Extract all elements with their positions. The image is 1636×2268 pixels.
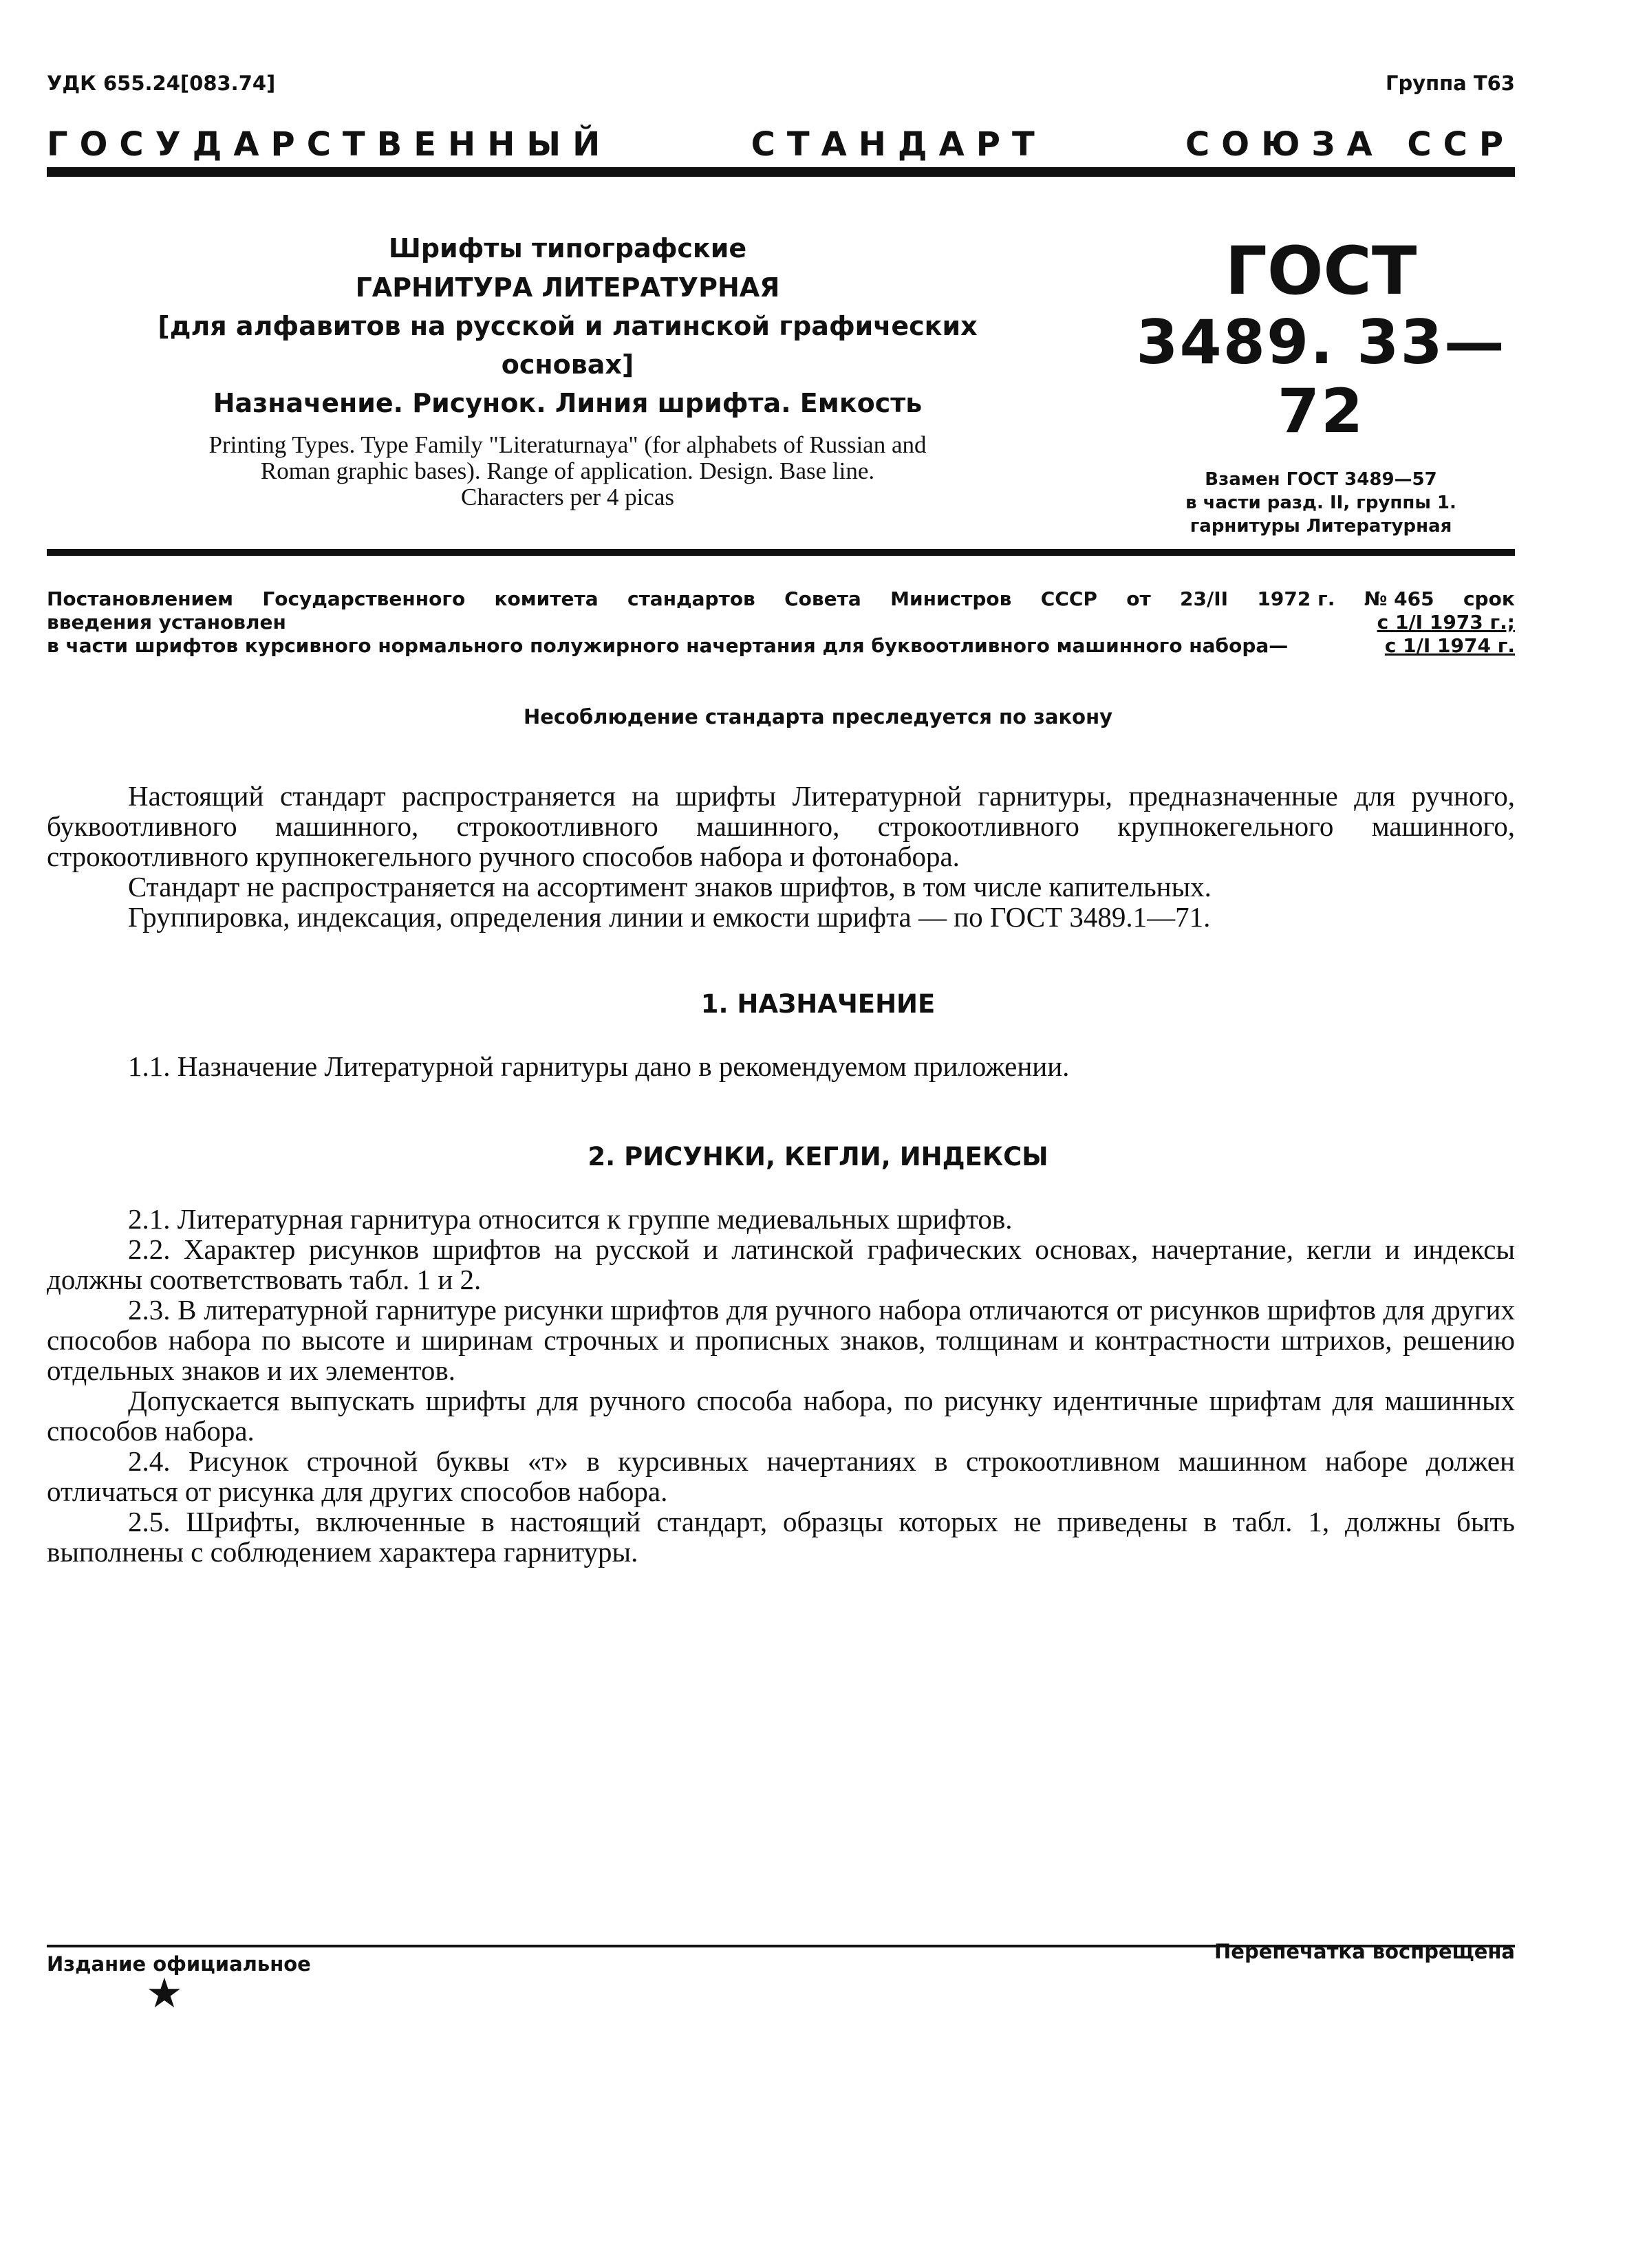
decree-word: Совета — [784, 587, 861, 610]
reprint-prohibited-label: Перепечатка воспрещена — [1214, 1940, 1515, 1963]
decree-line-3 — [47, 634, 1515, 658]
section-2-paragraph: 2.4. Рисунок строчной буквы «т» в курсивных начертаниях в строкоотливном машинном наборе должен отличаться от рисунка для других способов набора. — [47, 1445, 1515, 1507]
intro-paragraph: Стандарт не распространяется на ассортимент знаков шрифтов, в том числе капительных. — [128, 871, 1212, 903]
banner-word-state: ГОСУДАРСТВЕННЫЙ — [47, 125, 612, 164]
law-notice: Несоблюдение стандарта преследуется по закону — [523, 705, 1113, 728]
decree-line-1 — [47, 587, 1515, 611]
section-1-text — [47, 1051, 1515, 1081]
decree-word: Министров — [890, 587, 1012, 610]
english-title-line-1: Printing Types. Type Family "Literaturnaya" (for alphabets of Russian and — [208, 431, 927, 458]
section-1-heading: 1. НАЗНАЧЕНИЕ — [700, 989, 936, 1019]
english-title-line-3: Characters per 4 picas — [461, 484, 674, 510]
title-line-3: [для алфавитов на русской и латинской графических основах] — [158, 311, 978, 380]
top-rule — [47, 167, 1515, 177]
decree-word: от — [1126, 587, 1151, 610]
intro-paragraph: Группировка, индексация, определения линии и емкости шрифта — по ГОСТ 3489.1—71. — [128, 901, 1211, 933]
section-2-heading: 2. РИСУНКИ, КЕГЛИ, ИНДЕКСЫ — [588, 1142, 1048, 1171]
udk-code: УДК 655.24[083.74] — [47, 72, 276, 95]
intro-text — [47, 781, 1515, 932]
effective-date-1973: с 1/I 1973 г.; — [1377, 611, 1515, 634]
section-2-paragraph: 2.3. В литературной гарнитуре рисунки шрифтов для ручного набора отличаются от рисунков шрифтов для других способов набора по высоте и ширинам строчных и прописных знаков, толщинам и контрастности штрихов, решению отдельных знаков и их элементов. — [47, 1294, 1515, 1386]
title-line-2: ГАРНИТУРА ЛИТЕРАТУРНАЯ — [355, 272, 780, 303]
decree-line-2 — [47, 611, 1515, 634]
decree-word: Государственного — [262, 587, 466, 610]
state-standard-banner — [47, 125, 1515, 164]
section-1-paragraph: 1.1. Назначение Литературной гарнитуры дано в рекомендуемом приложении. — [128, 1050, 1070, 1082]
english-title — [103, 432, 1032, 510]
replaces-line-3: гарнитуры Литературная — [1190, 516, 1452, 537]
decree-word: 23/II — [1180, 587, 1229, 610]
decree-word: Постановлением — [47, 587, 234, 610]
section-2-paragraph: 2.2. Характер рисунков шрифтов на русской и латинской графических основах, начертание, кегли и индексы должны соответствовать табл. 1 и 2. — [47, 1233, 1515, 1295]
section-2-paragraph: 2.1. Литературная гарнитура относится к группе медиевальных шрифтов. — [128, 1203, 1013, 1235]
replaces-line-2: в части разд. II, группы 1. — [1185, 493, 1456, 513]
decree-block — [47, 587, 1515, 658]
gost-number: 3489. 33—72 — [1136, 307, 1506, 446]
gost-label: ГОСТ — [1225, 233, 1417, 310]
title-line-4: Назначение. Рисунок. Линия шрифта. Емкость — [213, 388, 923, 418]
title-line-1: Шрифты типографские — [388, 233, 747, 263]
section-2-paragraph: Допускается выпускать шрифты для ручного способа набора, по рисунку идентичные шрифтам для машинных способов набора. — [47, 1385, 1515, 1447]
decree-word: комитета — [494, 587, 599, 610]
official-edition-label: Издание официальное — [47, 1952, 311, 1976]
english-title-line-2: Roman graphic bases). Range of application. Design. Base line. — [260, 457, 875, 484]
banner-word-ussr: СОЮЗА ССР — [1185, 125, 1515, 164]
middle-rule — [47, 549, 1515, 556]
decree-line-3-left: в части шрифтов курсивного нормального полужирного начертания для буквоотливного машинного набора— — [47, 634, 1289, 657]
intro-paragraph: Настоящий стандарт распространяется на шрифты Литературной гарнитуры, предназначенные для ручного, буквоотливного машинного, строкоотливного машинного, строкоотливного крупнокегельного машинного, строкоотливного крупнокегельного ручного способов набора и фотонабора. — [47, 780, 1515, 872]
decree-word: 1972 г. — [1257, 587, 1335, 610]
decree-line-2-left: введения установлен — [47, 611, 286, 634]
banner-word-standard: СТАНДАРТ — [751, 125, 1046, 164]
replaces-note — [1101, 468, 1541, 538]
gost-block — [1101, 234, 1541, 538]
decree-word: срок — [1463, 587, 1515, 610]
decree-word: СССР — [1040, 587, 1097, 610]
title-block — [103, 228, 1032, 510]
section-2-paragraph: 2.5. Шрифты, включенные в настоящий стандарт, образцы которых не приведены в табл. 1, должны быть выполнены с соблюдением характера гарнитуры. — [47, 1506, 1515, 1568]
replaces-line-1: Взамен ГОСТ 3489—57 — [1205, 469, 1437, 490]
decree-word: стандартов — [627, 587, 755, 610]
section-2-text — [47, 1204, 1515, 1567]
decree-word: № 465 — [1364, 587, 1434, 610]
effective-date-1974: с 1/I 1974 г. — [1384, 634, 1515, 657]
group-code: Группа Т63 — [1385, 72, 1515, 95]
star-icon: ★ — [146, 1971, 183, 2016]
